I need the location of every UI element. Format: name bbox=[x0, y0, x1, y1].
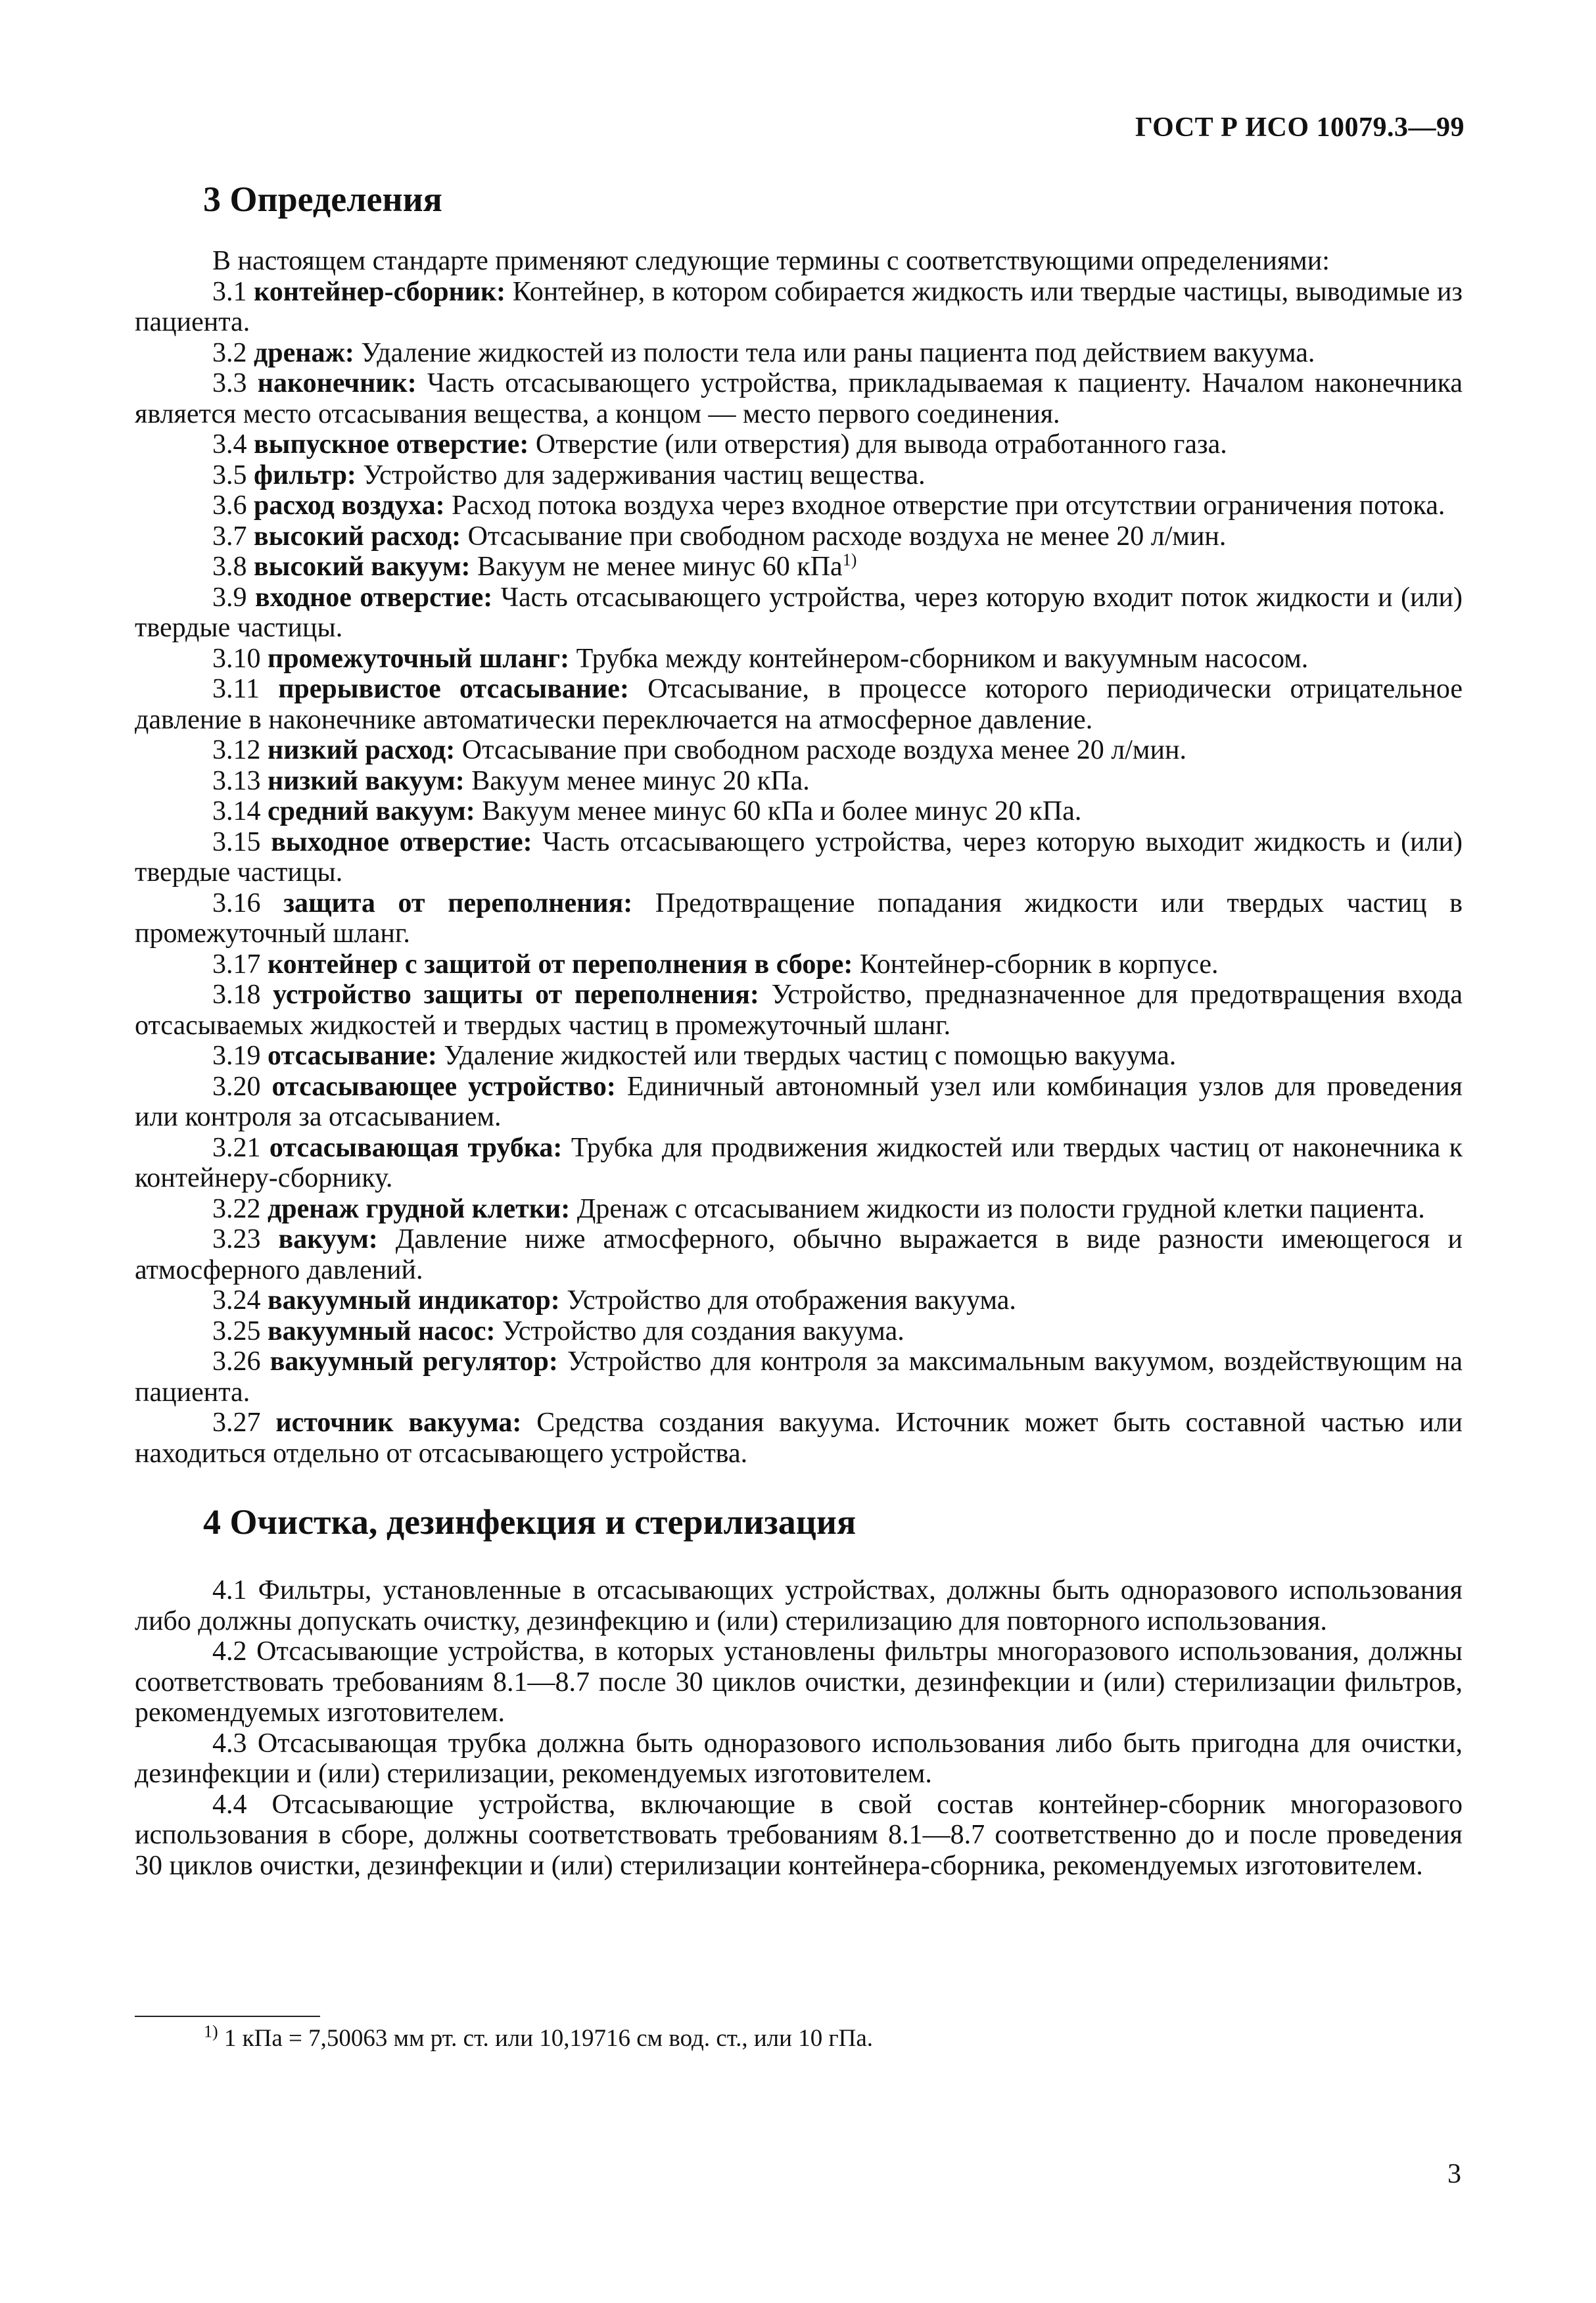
page-content bbox=[135, 176, 1463, 1881]
item-number: 3.12 bbox=[212, 735, 261, 765]
definition-item bbox=[135, 644, 1463, 675]
definition-text: Устройство, предназначенное для предотвращения входа отсасываемых жидкостей и твердых частиц в промежуточный шланг. bbox=[135, 980, 1463, 1041]
definition-item bbox=[135, 582, 1463, 644]
definition-text: Отсасывание при свободном расходе воздуха менее 20 л/мин. bbox=[461, 735, 1186, 765]
item-number: 3.3 bbox=[212, 368, 247, 398]
definition-text: Предотвращение попадания жидкости или твердых частиц в промежуточный шланг. bbox=[135, 888, 1463, 949]
item-number: 3.4 bbox=[212, 429, 247, 460]
section-intro: В настоящем стандарте применяют следующие термины с соответствующими определениями: bbox=[212, 246, 1330, 276]
definition-term: низкий вакуум: bbox=[268, 765, 465, 796]
definition-item bbox=[135, 1072, 1463, 1133]
cleaning-list bbox=[135, 1575, 1463, 1881]
footnote-ref: 1) bbox=[842, 550, 857, 569]
definition-item bbox=[135, 460, 1463, 491]
definition-term: входное отверстие: bbox=[254, 582, 493, 613]
section-title: 4 Очистка, дезинфекция и стерилизация bbox=[203, 1502, 857, 1542]
definition-term: выходное отверстие: bbox=[271, 826, 532, 857]
definition-item bbox=[135, 368, 1463, 429]
definition-item bbox=[135, 521, 1463, 552]
footnote bbox=[204, 2024, 873, 2054]
definition-term: высокий вакуум: bbox=[254, 552, 471, 582]
definitions-list bbox=[135, 277, 1463, 1469]
item-number: 4.3 bbox=[212, 1728, 247, 1759]
item-number: 3.8 bbox=[212, 552, 247, 582]
footnote-mark: 1) bbox=[204, 2022, 218, 2041]
definition-term: наконечник: bbox=[257, 368, 417, 398]
item-number: 3.15 bbox=[212, 826, 261, 857]
requirement-item bbox=[135, 1636, 1463, 1728]
item-number: 3.27 bbox=[212, 1408, 261, 1438]
definition-item bbox=[135, 1285, 1463, 1316]
definition-term: промежуточный шланг: bbox=[268, 643, 570, 674]
definition-item bbox=[135, 490, 1463, 521]
item-number: 3.17 bbox=[212, 949, 261, 980]
definition-text: Трубка для продвижения жидкостей или твердых частиц от наконечника к контейнеру-сборнику. bbox=[135, 1132, 1463, 1193]
definition-text: Вакуум менее минус 60 кПа и более минус 20 кПа. bbox=[482, 796, 1082, 826]
definition-term: вакуумный регулятор: bbox=[270, 1346, 558, 1377]
definition-text: Отверстие (или отверстия) для вывода отработанного газа. bbox=[535, 429, 1227, 460]
requirement-text: Фильтры, установленные в отсасывающих устройствах, должны быть одноразового использования либо должны допускать очистку, дезинфекцию и (или) стерилизацию для повторного использования. bbox=[135, 1575, 1463, 1636]
definition-item bbox=[135, 1041, 1463, 1072]
item-number: 4.2 bbox=[212, 1636, 247, 1667]
definition-text: Часть отсасывающего устройства, через которую выходит жидкость и (или) твердые частицы. bbox=[135, 826, 1463, 888]
item-number: 3.10 bbox=[212, 643, 261, 674]
definition-text: Контейнер-сборник в корпусе. bbox=[859, 949, 1219, 980]
definition-term: дренаж: bbox=[254, 337, 354, 368]
item-number: 3.7 bbox=[212, 521, 247, 552]
definition-item bbox=[135, 980, 1463, 1041]
item-number: 3.14 bbox=[212, 796, 261, 826]
definition-text: Удаление жидкостей или твердых частиц с помощью вакуума. bbox=[444, 1041, 1177, 1071]
definition-item bbox=[135, 674, 1463, 735]
definition-text: Часть отсасывающего устройства, через которую входит поток жидкости и (или) твердые частицы. bbox=[135, 582, 1463, 643]
definition-item bbox=[135, 1408, 1463, 1469]
definition-text: Расход потока воздуха через входное отверстие при отсутствии ограничения потока. bbox=[452, 490, 1445, 521]
definition-text: Вакуум не менее минус 60 кПа bbox=[477, 552, 843, 582]
item-number: 3.2 bbox=[212, 337, 247, 368]
definition-term: низкий расход: bbox=[268, 735, 456, 765]
definition-text: Единичный автономный узел или комбинация узлов для проведения или контроля за отсасыванием. bbox=[135, 1071, 1463, 1132]
definition-text: Устройство для контроля за максимальным вакуумом, воздействующим на пациента. bbox=[135, 1346, 1463, 1408]
item-number: 3.19 bbox=[212, 1041, 261, 1071]
definition-text: Давление ниже атмосферного, обычно выражается в виде разности имеющегося и атмосферного давлений. bbox=[135, 1224, 1463, 1285]
definition-item bbox=[135, 796, 1463, 827]
definition-text: Отсасывание, в процессе которого периодически отрицательное давление в наконечнике автоматически переключается на атмосферное давление. bbox=[135, 674, 1463, 735]
item-number: 3.23 bbox=[212, 1224, 261, 1254]
definition-item bbox=[135, 1194, 1463, 1225]
item-number: 3.1 bbox=[212, 276, 247, 307]
item-number: 3.13 bbox=[212, 765, 261, 796]
item-number: 3.6 bbox=[212, 490, 247, 521]
item-number: 3.11 bbox=[212, 674, 260, 704]
definition-term: дренаж грудной клетки: bbox=[268, 1193, 571, 1224]
definition-text: Удаление жидкостей из полости тела или раны пациента под действием вакуума. bbox=[361, 337, 1315, 368]
definition-item bbox=[135, 888, 1463, 949]
definition-term: отсасывание: bbox=[268, 1041, 437, 1071]
definition-text: Часть отсасывающего устройства, прикладываемая к пациенту. Началом наконечника является место отсасывания вещества, а концом — место первого соединения. bbox=[135, 368, 1463, 429]
definition-term: расход воздуха: bbox=[254, 490, 445, 521]
footnote-text: 1 кПа = 7,50063 мм рт. ст. или 10,19716 см вод. ст., или 10 гПа. bbox=[223, 2025, 874, 2052]
item-number: 3.26 bbox=[212, 1346, 261, 1377]
definition-term: прерывистое отсасывание: bbox=[278, 674, 629, 704]
page-number: 3 bbox=[1447, 2159, 1461, 2189]
definition-item bbox=[135, 766, 1463, 797]
definition-item bbox=[135, 277, 1463, 338]
definition-item bbox=[135, 1346, 1463, 1408]
definition-term: защита от переполнения: bbox=[283, 888, 633, 918]
definition-term: выпускное отверстие: bbox=[254, 429, 529, 460]
definition-item bbox=[135, 429, 1463, 460]
definition-text: Средства создания вакуума. Источник может быть составной частью или находиться отдельно от отсасывающего устройства. bbox=[135, 1408, 1463, 1469]
definition-text: Устройство для задерживания частиц вещества. bbox=[363, 460, 926, 490]
definition-item bbox=[135, 827, 1463, 888]
definition-item bbox=[135, 1224, 1463, 1285]
definition-text: Дренаж с отсасыванием жидкости из полости грудной клетки пациента. bbox=[576, 1193, 1425, 1224]
item-number: 4.1 bbox=[212, 1575, 247, 1605]
requirement-text: Отсасывающие устройства, в которых установлены фильтры многоразового использования, должны соответствовать требованиям 8.1—8.7 после 30 циклов очистки, дезинфекции и (или) стерилизации фильтров, рекомендуемых изготовителем. bbox=[135, 1636, 1463, 1728]
definition-term: отсасывающая трубка: bbox=[269, 1132, 563, 1163]
document-code: ГОСТ Р ИСО 10079.3—99 bbox=[1135, 112, 1465, 143]
section-title: 3 Определения bbox=[203, 179, 442, 219]
definition-term: вакуум: bbox=[278, 1224, 378, 1254]
item-number: 3.16 bbox=[212, 888, 261, 918]
definition-term: устройство защиты от переполнения: bbox=[273, 980, 759, 1010]
requirement-item bbox=[135, 1728, 1463, 1790]
definition-item bbox=[135, 1316, 1463, 1347]
requirement-text: Отсасывающая трубка должна быть одноразового использования либо быть пригодна для очистки, дезинфекции и (или) стерилизации, рекомендуемых изготовителем. bbox=[135, 1728, 1463, 1789]
item-number: 3.9 bbox=[212, 582, 247, 613]
definition-term: высокий расход: bbox=[254, 521, 461, 552]
definition-term: средний вакуум: bbox=[268, 796, 475, 826]
item-number: 4.4 bbox=[212, 1789, 247, 1820]
definition-item bbox=[135, 949, 1463, 980]
section-definitions bbox=[135, 176, 1463, 1469]
definition-item bbox=[135, 735, 1463, 766]
requirement-item bbox=[135, 1790, 1463, 1882]
requirement-item bbox=[135, 1575, 1463, 1636]
section-cleaning bbox=[135, 1499, 1463, 1881]
item-number: 3.25 bbox=[212, 1316, 261, 1346]
item-number: 3.18 bbox=[212, 980, 261, 1010]
definition-item bbox=[135, 1133, 1463, 1194]
definition-term: источник вакуума: bbox=[275, 1408, 522, 1438]
definition-text: Вакуум менее минус 20 кПа. bbox=[471, 765, 810, 796]
definition-text: Устройство для создания вакуума. bbox=[502, 1316, 904, 1346]
footnote-divider bbox=[135, 2016, 320, 2017]
item-number: 3.20 bbox=[212, 1071, 261, 1102]
definition-item bbox=[135, 338, 1463, 369]
definition-text: Устройство для отображения вакуума. bbox=[567, 1285, 1016, 1316]
definition-term: фильтр: bbox=[254, 460, 356, 490]
definition-term: контейнер с защитой от переполнения в сборе: bbox=[268, 949, 853, 980]
definition-term: вакуумный индикатор: bbox=[268, 1285, 560, 1316]
definition-term: контейнер-сборник: bbox=[254, 276, 506, 307]
item-number: 3.21 bbox=[212, 1132, 261, 1163]
definition-text: Отсасывание при свободном расходе воздуха не менее 20 л/мин. bbox=[467, 521, 1227, 552]
item-number: 3.5 bbox=[212, 460, 247, 490]
definition-term: отсасывающее устройство: bbox=[271, 1071, 616, 1102]
definition-text: Трубка между контейнером-сборником и вакуумным насосом. bbox=[576, 643, 1309, 674]
item-number: 3.24 bbox=[212, 1285, 261, 1316]
definition-text: Контейнер, в котором собирается жидкость или твердые частицы, выводимые из пациента. bbox=[135, 276, 1463, 337]
item-number: 3.22 bbox=[212, 1193, 261, 1224]
definition-item bbox=[135, 552, 1463, 582]
definition-term: вакуумный насос: bbox=[268, 1316, 496, 1346]
requirement-text: Отсасывающие устройства, включающие в свой состав контейнер-сборник многоразового использования в сборе, должны соответствовать требованиям 8.1—8.7 соответственно до и после проведения 30 циклов очистки, дезинфекции и (или) стерилизации контейнера-сборника, рекомендуемых изготовителем. bbox=[135, 1789, 1463, 1881]
